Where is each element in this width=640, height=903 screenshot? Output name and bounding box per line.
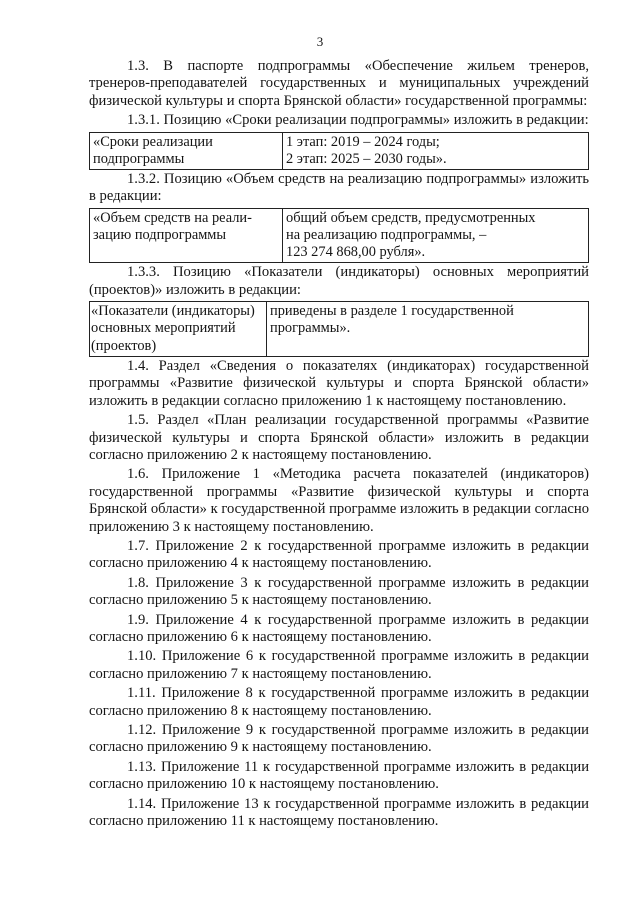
table-cell-value: общий объем средств, предусмотренных на реализацию подпрограммы, – 123 274 868,00 рубля». [283, 208, 589, 263]
position-table [89, 208, 589, 264]
paragraph: 1.14. Приложение 13 к государственной программе изложить в редакции согласно приложению 11 к настоящему постановлению. [89, 795, 589, 830]
paragraph: 1.3.1. Позицию «Сроки реализации подпрограммы» изложить в редакции: [127, 112, 589, 129]
paragraph: 1.4. Раздел «Сведения о показателях (индикаторах) государственной программы «Развитие физической культуры и спорта Брянской области» изложить в редакции согласно приложению 1 к настоящему постановлению. [89, 357, 589, 409]
table-row [90, 132, 589, 169]
position-table [89, 132, 589, 170]
paragraph: 1.8. Приложение 3 к государственной программе изложить в редакции согласно приложению 5 к настоящему постановлению. [89, 574, 589, 609]
paragraph: 1.3. В паспорте подпрограммы «Обеспечение жильем тренеров, тренеров-преподавателей государственных и муниципальных учреждений физической культуры и спорта Брянской области» государственной программы: [89, 58, 589, 109]
paragraph: 1.12. Приложение 9 к государственной программе изложить в редакции согласно приложению 9 к настоящему постановлению. [89, 722, 589, 756]
table-cell-value: приведены в разделе 1 государственной программы». [267, 302, 589, 357]
paragraph: 1.9. Приложение 4 к государственной программе изложить в редакции согласно приложению 6 к настоящему постановлению. [89, 611, 589, 645]
table-row [90, 208, 589, 263]
paragraph: 1.7. Приложение 2 к государственной программе изложить в редакции согласно приложению 4 к настоящему постановлению. [89, 537, 589, 572]
table-cell-position: «Показатели (индикаторы) основных мероприятий (проектов) [90, 302, 267, 357]
paragraph: 1.11. Приложение 8 к государственной программе изложить в редакции согласно приложению 8 к настоящему постановлению. [89, 685, 589, 719]
document-body [89, 58, 589, 832]
table-cell-value: 1 этап: 2019 – 2024 годы; 2 этап: 2025 – 2030 годы». [283, 132, 589, 169]
position-table [89, 301, 589, 357]
paragraph: 1.13. Приложение 11 к государственной программе изложить в редакции согласно приложению 10 к настоящему постановлению. [89, 758, 589, 793]
page-number: 3 [316, 34, 324, 49]
table-cell-position: «Объем средств на реали- зацию подпрограммы [90, 208, 283, 263]
paragraph: 1.10. Приложение 6 к государственной программе изложить в редакции согласно приложению 7 к настоящему постановлению. [89, 648, 589, 682]
paragraph: 1.6. Приложение 1 «Методика расчета показателей (индикаторов) государственной программы «Развитие физической культуры и спорта Брянской области» к государственной программе изложить в редакции согласно приложению 3 к настоящему постановлению. [89, 466, 589, 535]
paragraph: 1.5. Раздел «План реализации государственной программы «Развитие физической культуры и спорта Брянской области» изложить в редакции согласно приложению 2 к настоящему постановлению. [89, 412, 589, 463]
paragraph: 1.3.2. Позицию «Объем средств на реализацию подпрограммы» изложить в редакции: [89, 171, 589, 205]
paragraph: 1.3.3. Позицию «Показатели (индикаторы) основных мероприятий (проектов)» изложить в редакции: [89, 264, 589, 298]
table-row [90, 302, 589, 357]
table-cell-position: «Сроки реализации подпрограммы [90, 132, 283, 169]
